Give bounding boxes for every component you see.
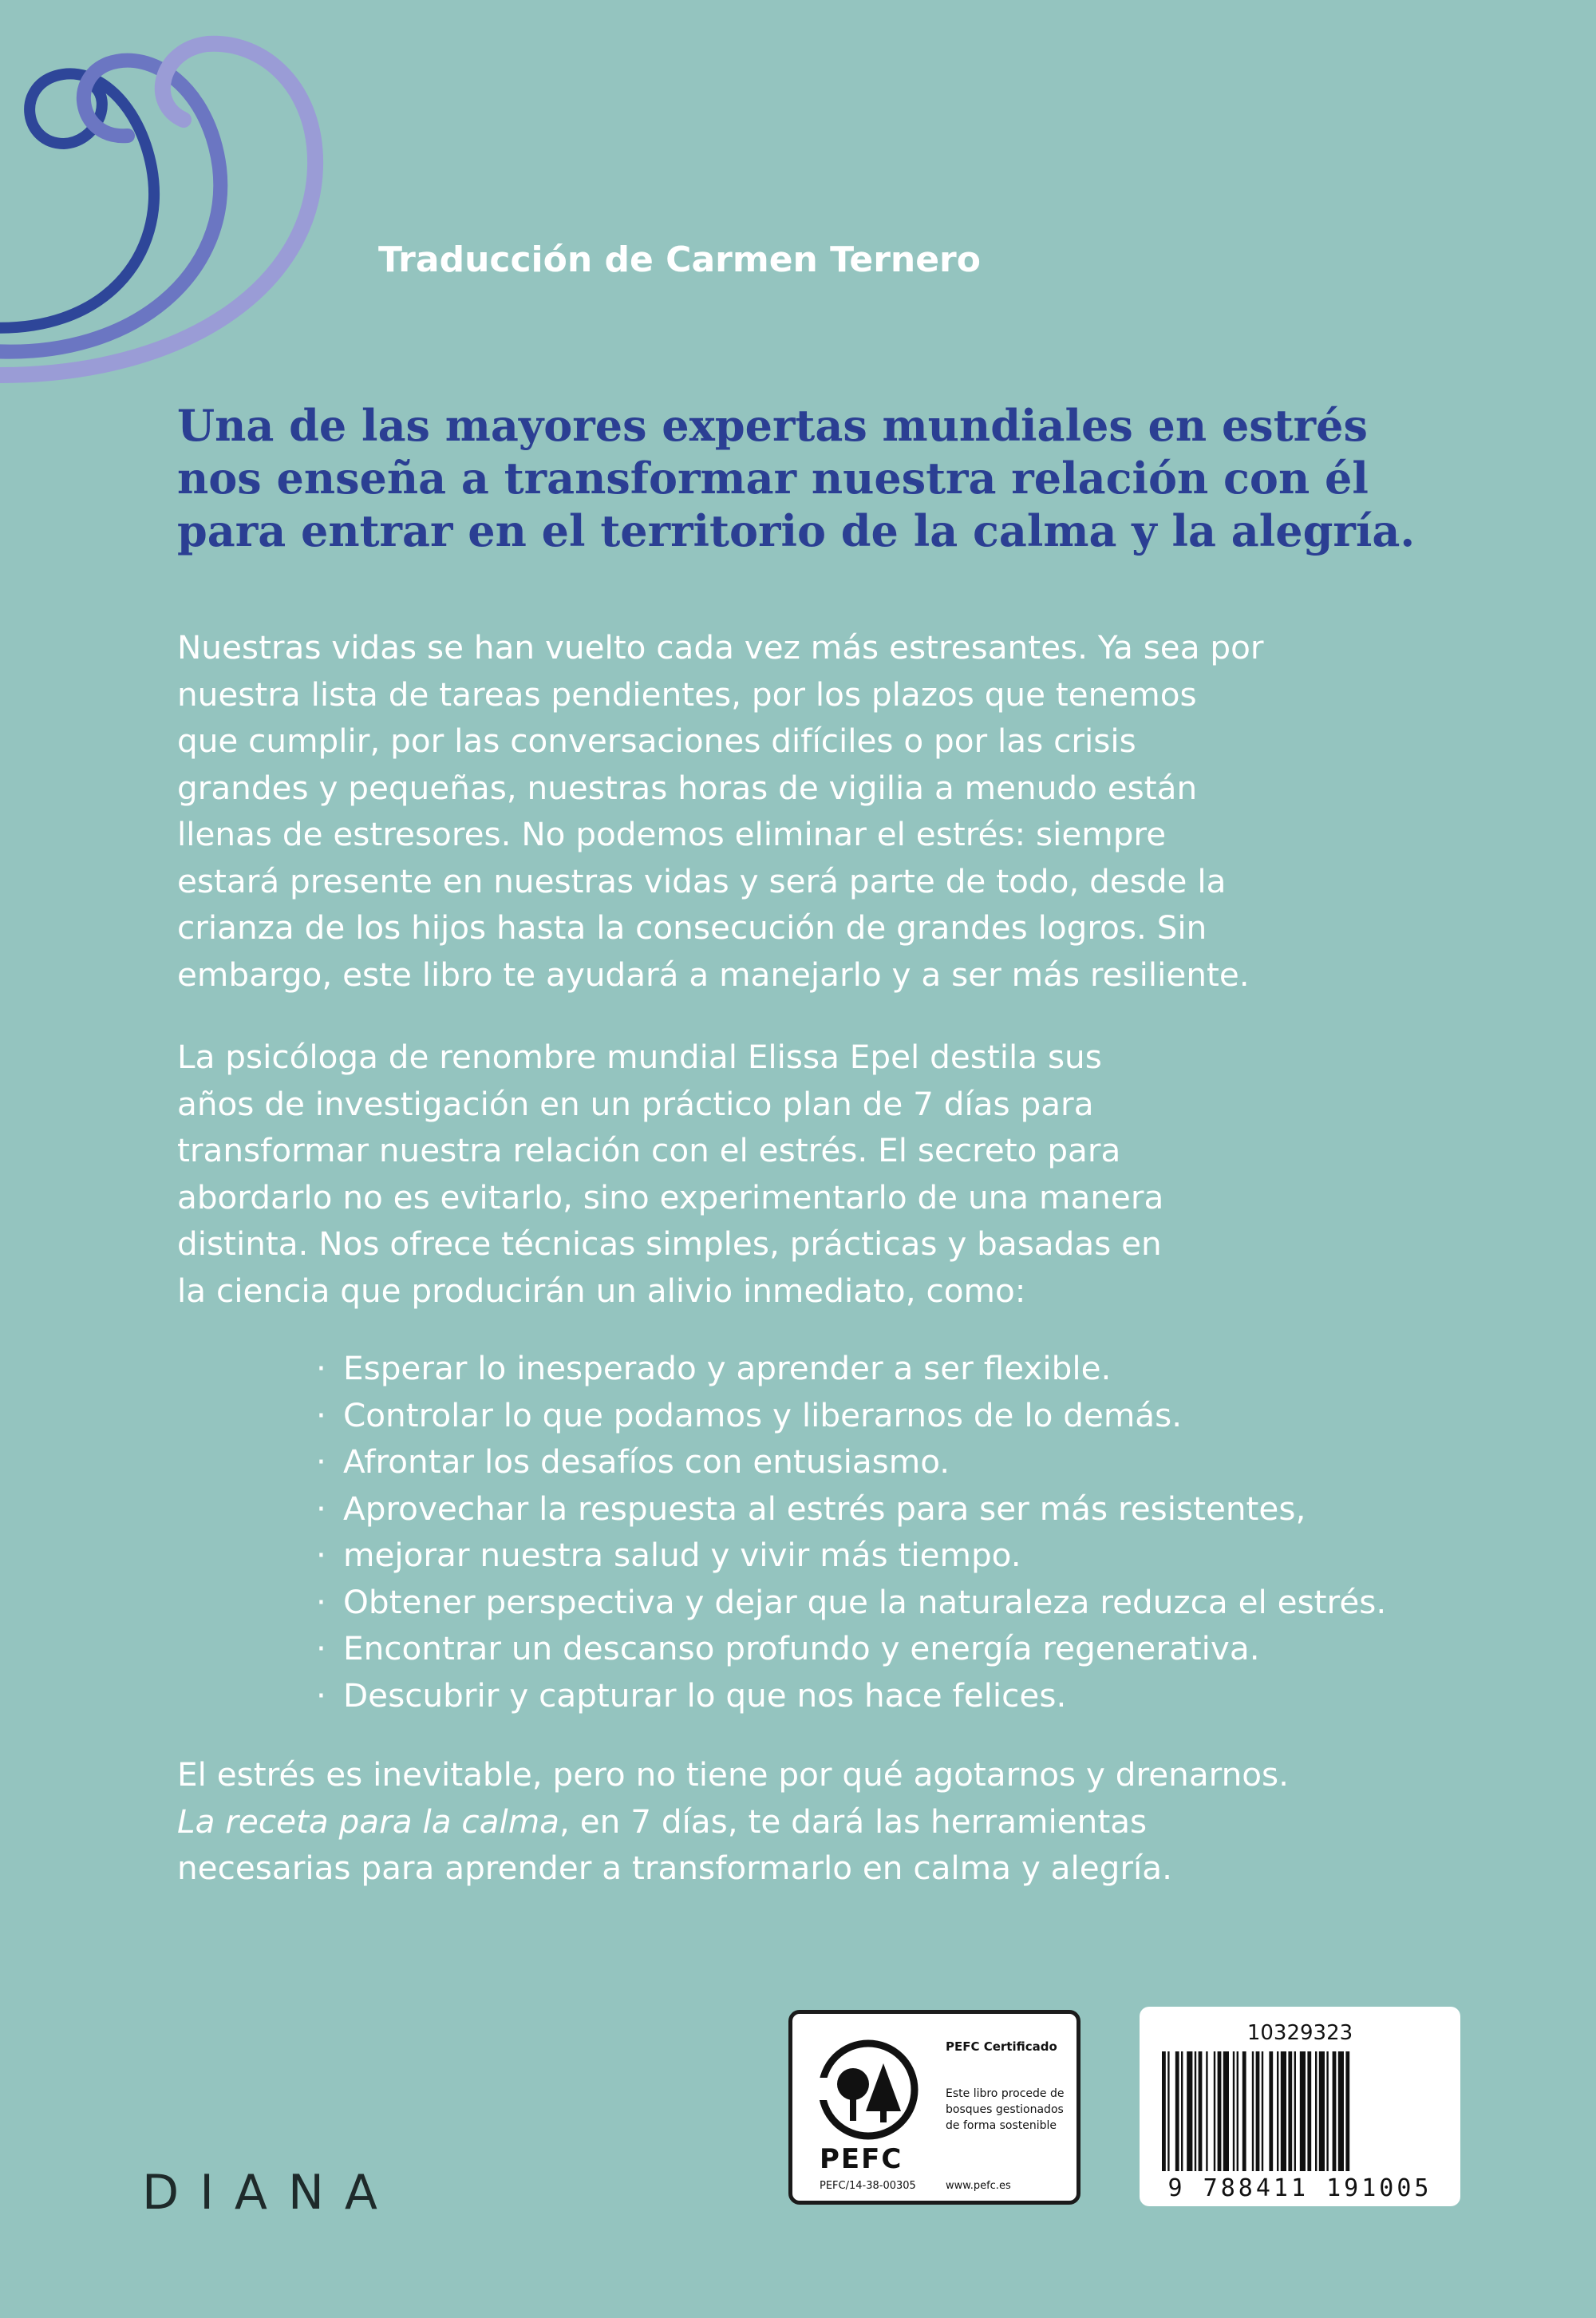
pefc-tree-icon: [816, 2038, 920, 2142]
barcode-bar: [1281, 2051, 1286, 2171]
barcode-bar: [1162, 2051, 1166, 2171]
paragraph-line: llenas de estresores. No podemos eliminar el estrés: siempre: [177, 815, 1167, 853]
barcode-bar: [1345, 2051, 1349, 2171]
pefc-description: Este libro procede de bosques gestionados de forma sostenible: [946, 2087, 1065, 2132]
barcode-bar: [1269, 2051, 1273, 2171]
paragraph-line: transformar nuestra relación con el estrés. El secreto para: [177, 1131, 1121, 1169]
paragraph-text: , en 7 días, te dará las herramientas: [559, 1802, 1148, 1841]
barcode-bar: [1277, 2051, 1278, 2171]
barcode-digits: 9 788411 191005: [1167, 2174, 1432, 2202]
list-item: · Aprovechar la respuesta al estrés para ser más resistentes,: [316, 1485, 1577, 1533]
paragraph-line: Nuestras vidas se han vuelto cada vez más estresantes. Ya sea por: [177, 628, 1264, 667]
barcode-bar: [1237, 2051, 1238, 2171]
headline: [177, 399, 1566, 557]
barcode-bar: [1300, 2051, 1306, 2171]
paragraph-line: años de investigación en un práctico plan de 7 días para: [177, 1084, 1094, 1123]
pefc-code: PEFC/14-38-00305: [820, 2180, 916, 2192]
barcode-top-number: 10329323: [1246, 2021, 1353, 2045]
paragraph-line: abordarlo no es evitarlo, sino experimentarlo de una manera: [177, 1177, 1164, 1216]
paragraph-line: La psicóloga de renombre mundial Elissa Epel destila sus: [177, 1038, 1102, 1076]
barcode-bar: [1199, 2051, 1203, 2171]
paragraph-line: El estrés es inevitable, pero no tiene por qué agotarnos y drenarnos.: [177, 1755, 1290, 1794]
swirl-decoration-icon: [0, 0, 335, 383]
barcode-bar: [1187, 2051, 1192, 2171]
paragraph-intro: [177, 624, 1550, 998]
barcode-bar: [1218, 2051, 1222, 2171]
headline-line: Una de las mayores expertas mundiales en estrés: [177, 400, 1368, 451]
pefc-certification-label: [788, 2010, 1080, 2205]
barcode-bar: [1326, 2051, 1328, 2171]
list-item: · Controlar lo que podamos y liberarnos de lo demás.: [316, 1392, 1577, 1439]
list-item-continuation: · mejorar nuestra salud y vivir más tiempo.: [316, 1532, 1577, 1579]
barcode-bar: [1206, 2051, 1207, 2171]
list-item: · Obtener perspectiva y dejar que la naturaleza reduzca el estrés.: [316, 1579, 1577, 1626]
barcode-bar: [1242, 2051, 1246, 2171]
barcode-bar: [1319, 2051, 1325, 2171]
headline-line: nos enseña a transformar nuestra relación con él: [177, 453, 1369, 504]
publisher-logo: DIANA: [142, 2165, 398, 2221]
barcode-bar: [1338, 2051, 1344, 2171]
paragraph-line: [177, 1798, 1550, 1845]
barcode-bar: [1315, 2051, 1317, 2171]
barcode-bar: [1175, 2051, 1179, 2171]
headline-line: para entrar en el territorio de la calma y la alegría.: [177, 505, 1416, 556]
barcode-bar: [1181, 2051, 1183, 2171]
paragraph-line: necesarias para aprender a transformarlo en calma y alegría.: [177, 1849, 1172, 1887]
barcode-bar: [1256, 2051, 1260, 2171]
pefc-url: www.pefc.es: [946, 2180, 1011, 2192]
paragraph-line: grandes y pequeñas, nuestras horas de vigilia a menudo están: [177, 768, 1198, 807]
list-item: · Esperar lo inesperado y aprender a ser flexible.: [316, 1345, 1577, 1392]
list-item: · Descubrir y capturar lo que nos hace felices.: [316, 1672, 1577, 1719]
barcode-bars-icon: [1159, 2051, 1441, 2171]
barcode-bar: [1294, 2051, 1296, 2171]
barcode-bar: [1195, 2051, 1196, 2171]
barcode-bar: [1252, 2051, 1254, 2171]
technique-list: [316, 1345, 1577, 1719]
pefc-brand: PEFC: [820, 2143, 903, 2175]
barcode-bar: [1223, 2051, 1229, 2171]
barcode-bar: [1214, 2051, 1215, 2171]
barcode-bar: [1233, 2051, 1235, 2171]
paragraph-line: la ciencia que producirán un alivio inmediato, como:: [177, 1271, 1026, 1310]
barcode-bar: [1167, 2051, 1169, 2171]
list-item: · Afrontar los desafíos con entusiasmo.: [316, 1438, 1577, 1485]
isbn-barcode: [1140, 2007, 1460, 2206]
paragraph-line: distinta. Nos ofrece técnicas simples, prácticas y basadas en: [177, 1224, 1162, 1263]
list-item: · Encontrar un descanso profundo y energía regenerativa.: [316, 1625, 1577, 1672]
book-title: La receta para la calma: [177, 1802, 559, 1841]
barcode-bar: [1333, 2051, 1337, 2171]
pefc-certified-title: PEFC Certificado: [946, 2039, 1057, 2054]
barcode-bar: [1288, 2051, 1292, 2171]
paragraph-closing: [177, 1751, 1550, 1892]
barcode-bar: [1307, 2051, 1311, 2171]
paragraph-line: crianza de los hijos hasta la consecución de grandes logros. Sin: [177, 908, 1207, 947]
paragraph-line: nuestra lista de tareas pendientes, por los plazos que tenemos: [177, 674, 1197, 714]
paragraph-line: estará presente en nuestras vidas y será parte de todo, desde la: [177, 861, 1227, 900]
paragraph-line: que cumplir, por las conversaciones difíciles o por las crisis: [177, 722, 1136, 760]
paragraph-line: embargo, este libro te ayudará a manejarlo y a ser más resiliente.: [177, 955, 1250, 994]
translator-credit: Traducción de Carmen Ternero: [378, 239, 981, 280]
barcode-bar: [1262, 2051, 1263, 2171]
paragraph-author: [177, 1034, 1550, 1314]
